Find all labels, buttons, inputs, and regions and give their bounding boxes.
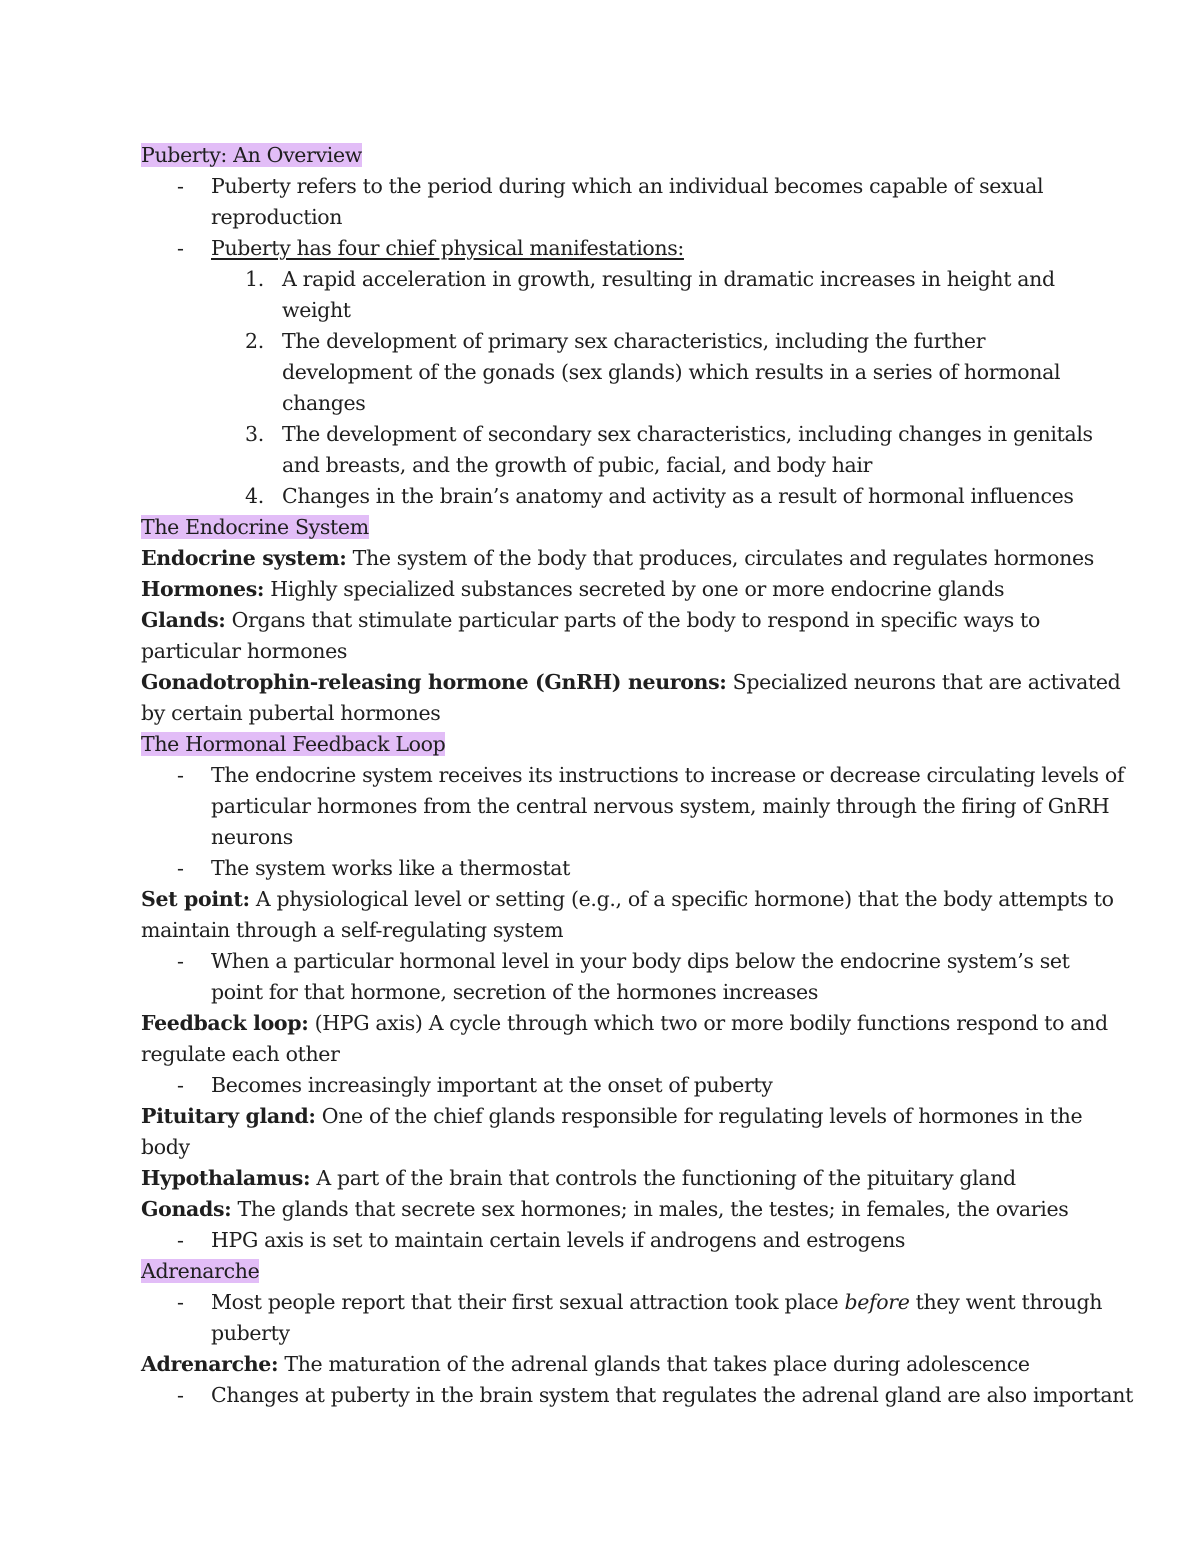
item-number: 4. bbox=[245, 484, 264, 508]
bullet-item: - The endocrine system receives its instructions to increase or decrease circulating levels of particular hormones from the central nervous system, mainly through the firing of GnRH neurons bbox=[141, 760, 1071, 853]
definition: Glands: Organs that stimulate particular parts of the body to respond in specific ways to bbox=[141, 608, 1040, 632]
numbered-item: 4. Changes in the brain’s anatomy and activity as a result of hormonal influences bbox=[141, 481, 1071, 512]
definition: Pituitary gland: One of the chief glands responsible for regulating levels of hormones in the bbox=[141, 1104, 1083, 1128]
definition-term: Glands: bbox=[141, 608, 226, 632]
definition-term: Set point: bbox=[141, 887, 250, 911]
bullet-item: - Most people report that their first sexual attraction took place before they went through puberty bbox=[141, 1287, 1071, 1349]
bullet-marker: - bbox=[177, 1228, 184, 1252]
bullet-marker: - bbox=[177, 763, 184, 787]
bullet-marker: - bbox=[177, 1383, 184, 1407]
definition: Gonads: The glands that secrete sex hormones; in males, the testes; in females, the ovaries bbox=[141, 1197, 1069, 1221]
definition-term: Pituitary gland: bbox=[141, 1104, 316, 1128]
bullet-item: - Puberty refers to the period during which an individual becomes capable of sexual reproduction bbox=[141, 171, 1071, 233]
section-heading-feedback-loop: The Hormonal Feedback Loop bbox=[141, 732, 446, 756]
definition-term: Gonadotrophin-releasing hormone (GnRH) neurons: bbox=[141, 670, 727, 694]
definition: Set point: A physiological level or setting (e.g., of a specific hormone) that the body attempts to bbox=[141, 887, 1114, 911]
definition-term: Adrenarche: bbox=[141, 1352, 279, 1376]
definition-term: Hormones: bbox=[141, 577, 265, 601]
definition: Adrenarche: The maturation of the adrenal glands that takes place during adolescence bbox=[141, 1352, 1030, 1376]
bullet-item: - HPG axis is set to maintain certain levels if androgens and estrogens bbox=[141, 1225, 1071, 1256]
numbered-item: 3. The development of secondary sex characteristics, including changes in genitals and breasts, and the growth of pubic, facial, and body hair bbox=[141, 419, 1071, 481]
emphasis: before bbox=[844, 1290, 910, 1314]
bullet-marker: - bbox=[177, 856, 184, 880]
definition: Gonadotrophin-releasing hormone (GnRH) neurons: Specialized neurons that are activated bbox=[141, 670, 1121, 694]
definition-term: Feedback loop: bbox=[141, 1011, 309, 1035]
item-number: 2. bbox=[245, 329, 264, 353]
bullet-marker: - bbox=[177, 236, 184, 260]
definition: Hormones: Highly specialized substances secreted by one or more endocrine glands bbox=[141, 577, 1005, 601]
definition-term: Gonads: bbox=[141, 1197, 232, 1221]
numbered-item: 2. The development of primary sex characteristics, including the further development of the gonads (sex glands) which results in a series of hormonal changes bbox=[141, 326, 1071, 419]
bullet-marker: - bbox=[177, 1073, 184, 1097]
bullet-item: - Puberty has four chief physical manifestations: bbox=[141, 233, 1071, 264]
item-number: 1. bbox=[245, 267, 264, 291]
definition: Hypothalamus: A part of the brain that controls the functioning of the pituitary gland bbox=[141, 1166, 1016, 1190]
document-page: Puberty: An Overview - Puberty refers to the period during which an individual becomes capable of sexual reproduction - Puberty has four chief physical manifestations: 1. A rapid acceleration in growth, resulting in dramatic increases in height and weight 2. The development of primary sex characteristics, including the further development of the gonads (sex glands) which results in a series of hormonal changes 3. The development of secondary sex characteristics, including changes in genitals and breasts, and the growth of pubic, facial, and body hair 4. Changes in the brain’s anatomy and activity as a result of hormonal influences The Endocrine System Endocrine system: The system of the body that produces, circulates and regulates hormones Hormones: Highly specialized substances secreted by one or more endocrine glands Glands: Organs that stimulate particular parts of the body to respond in specific ways to particular hormones Gonadotrophin-releasing hormone (GnRH) neurons: Specialized neurons that are activated by certain pubertal hormones The Hormonal Feedback Loop - The endocrine system receives its instructions to increase or decrease circulating levels of particular hormones from the central nervous system, mainly through the firing of GnRH neurons - The system works like a thermostat Set point: A physiological level or setting (e.g., of a specific hormone) that the body attempts to maintain through a self-regulating system - When a particular hormonal level in your body dips below the endocrine system’s set point for that hormone, secretion of the hormones increases Feedback loop: (HPG axis) A cycle through which two or more bodily functions respond to and regulate each other - Becomes increasingly important at the onset of puberty Pituitary gland: One of the chief glands responsible for regulating levels of hormones in the body Hypothalamus: A part of the brain that controls the functioning of the pituitary gland Gonads: The glands that secrete sex hormones; in males, the testes; in females, the ovaries - HPG axis is set to maintain certain levels if androgens and estrogens Adrenarche - Most people report that their first sexual attraction took place before they went through puberty Adrenarche: The maturation of the adrenal glands that takes place during adolescence - Changes at puberty in the brain system that regulates the adrenal gland are also important bbox=[141, 140, 1071, 1411]
bullet-item: - The system works like a thermostat bbox=[141, 853, 1071, 884]
section-heading-adrenarche: Adrenarche bbox=[141, 1259, 260, 1283]
definition: Feedback loop: (HPG axis) A cycle through which two or more bodily functions respond to and bbox=[141, 1011, 1108, 1035]
bullet-item: - Becomes increasingly important at the onset of puberty bbox=[141, 1070, 1071, 1101]
bullet-item: - Changes at puberty in the brain system that regulates the adrenal gland are also important bbox=[141, 1380, 1071, 1411]
section-heading-puberty: Puberty: An Overview bbox=[141, 143, 362, 167]
bullet-marker: - bbox=[177, 174, 184, 198]
bullet-marker: - bbox=[177, 949, 184, 973]
section-heading-endocrine: The Endocrine System bbox=[141, 515, 369, 539]
definition: Endocrine system: The system of the body that produces, circulates and regulates hormones bbox=[141, 546, 1094, 570]
definition-term: Hypothalamus: bbox=[141, 1166, 311, 1190]
item-number: 3. bbox=[245, 422, 264, 446]
bullet-marker: - bbox=[177, 1290, 184, 1314]
definition-term: Endocrine system: bbox=[141, 546, 347, 570]
bullet-item: - When a particular hormonal level in your body dips below the endocrine system’s set point for that hormone, secretion of the hormones increases bbox=[141, 946, 1071, 1008]
numbered-item: 1. A rapid acceleration in growth, resulting in dramatic increases in height and weight bbox=[141, 264, 1071, 326]
